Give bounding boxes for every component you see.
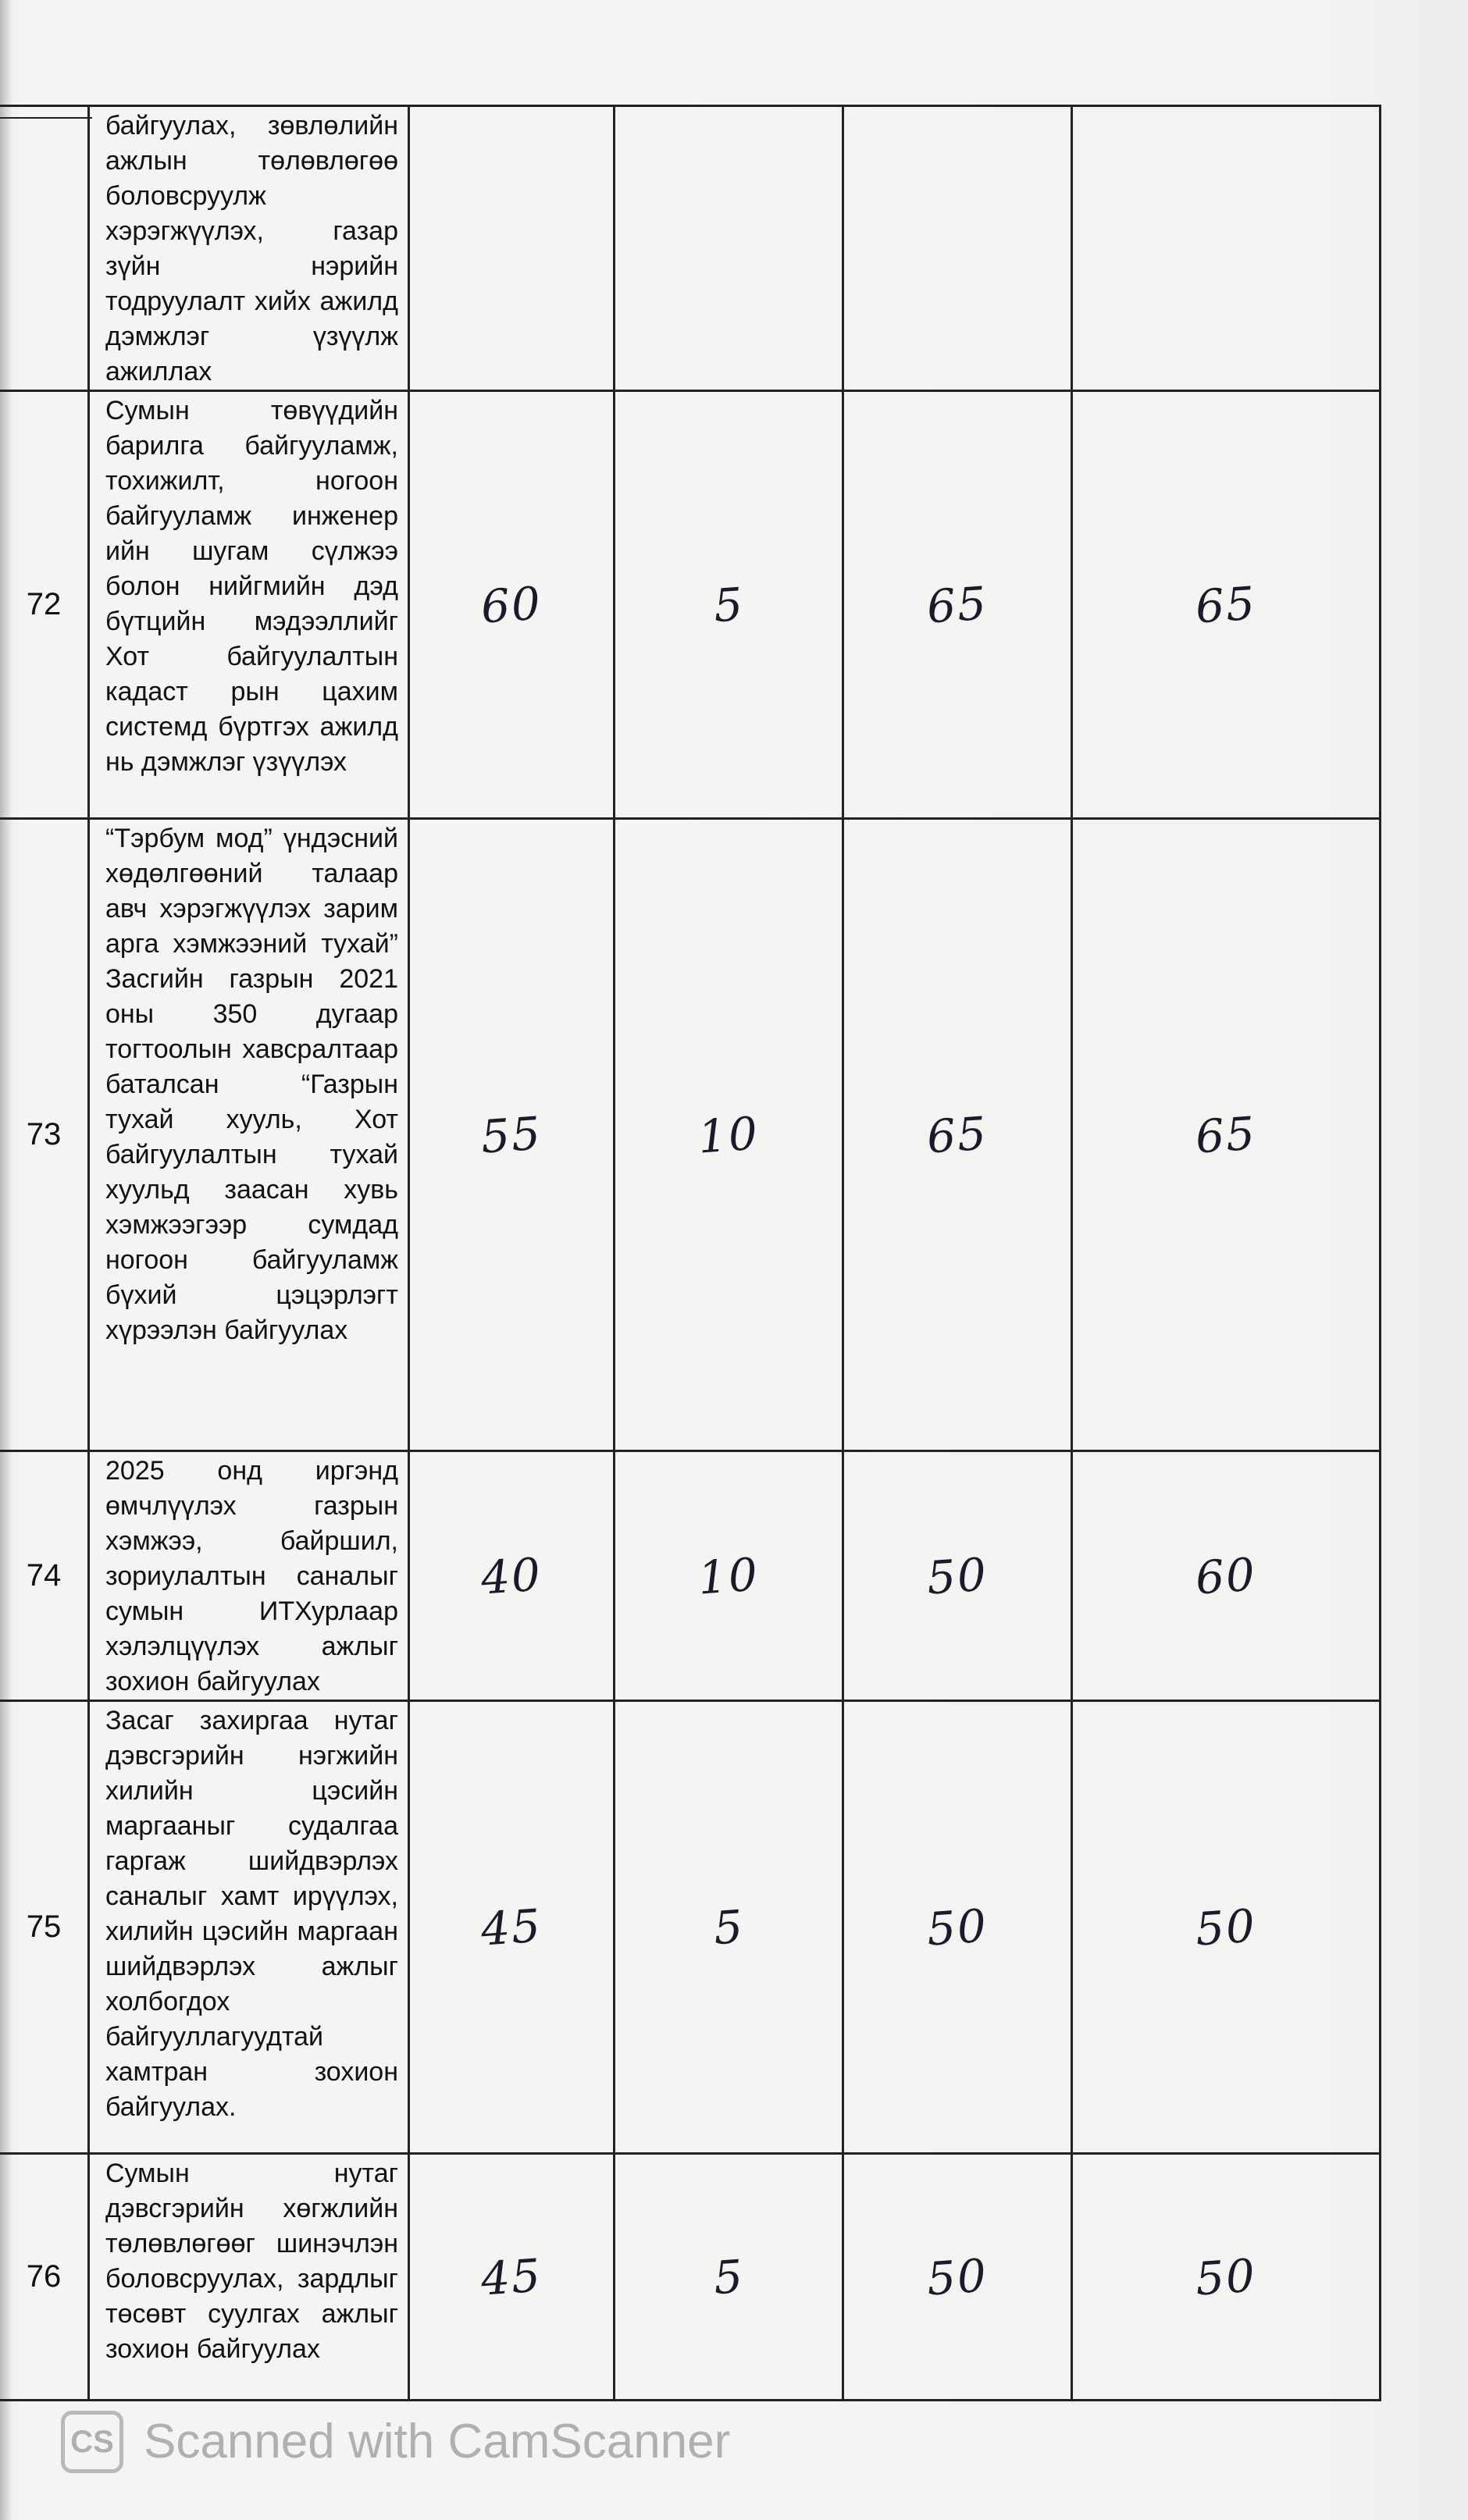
- value-cell-3: 50: [843, 1701, 1072, 2154]
- table-row: [0, 2154, 1381, 2401]
- value-cell-3: [843, 106, 1072, 391]
- row-number: 72: [0, 391, 89, 819]
- value-cell-2: [615, 106, 843, 391]
- row-description: “Тэрбум мод” үндэсний хөдөлгөөний талаар авч хэрэгжүүлэх зарим арга хэмжээний тухай” Засгийн газрын 2021 оны 350 дугаар тогтоолын хавсралтаар баталсан “Газрын тухай хууль, Хот байгуулалтын тухай хуульд заасан хувь хэмжээгээр сумдад ногоон байгууламж бүхий цэцэрлэгт хүрээлэн байгуулах: [89, 819, 409, 1451]
- value-cell-4: 50: [1072, 1701, 1381, 2154]
- value-cell-4: 65: [1072, 819, 1381, 1451]
- camscanner-logo-icon: CS: [61, 2411, 123, 2473]
- row-number: [0, 106, 89, 391]
- value-cell-2: 5: [615, 391, 843, 819]
- value-cell-2: 5: [615, 2154, 843, 2401]
- row-description: Сумын төвүүдийн барилга байгууламж, тохижилт, ногоон байгууламж инженер ийн шугам сүлжээ болон нийгмийн дэд бүтцийн мэдээллийг Хот байгуулалтын кадаст рын цахим системд бүртгэх ажилд нь дэмжлэг үзүүлэх: [89, 391, 409, 819]
- row-number: 76: [0, 2154, 89, 2401]
- value-cell-1: 40: [409, 1451, 615, 1701]
- table-row: [0, 819, 1381, 1451]
- row-description: Сумын нутаг дэвсгэрийн хөгжлийн төлөвлөгөөг шинэчлэн боловсруулах, зардлыг төсөвт суулгах ажлыг зохион байгуулах: [89, 2154, 409, 2401]
- row-description: байгуулах, зөвлөлийн ажлын төлөвлөгөө боловсруулж хэрэгжүүлэх, газар зүйн нэрийн тодруулалт хийх ажилд дэмжлэг үзүүлж ажиллах: [89, 106, 409, 391]
- row-number: 73: [0, 819, 89, 1451]
- table-row: [0, 106, 1381, 391]
- value-cell-3: 65: [843, 391, 1072, 819]
- row-description: Засаг захиргаа нутаг дэвсгэрийн нэгжийн хилийн цэсийн маргааныг судалгаа гаргаж шийдвэрлэх саналыг хамт ирүүлэх, хилийн цэсийн маргаан шийдвэрлэх ажлыг холбогдох байгууллагуудтай хамтран зохион байгуулах.: [89, 1701, 409, 2154]
- table-row: [0, 1701, 1381, 2154]
- value-cell-1: 45: [409, 1701, 615, 2154]
- value-cell-1: 60: [409, 391, 615, 819]
- value-cell-2: 5: [615, 1701, 843, 2154]
- value-cell-4: 60: [1072, 1451, 1381, 1701]
- value-cell-4: 50: [1072, 2154, 1381, 2401]
- table-row: [0, 391, 1381, 819]
- scanner-watermark-text: Scanned with CamScanner: [144, 2415, 731, 2468]
- value-cell-4: [1072, 106, 1381, 391]
- value-cell-1: [409, 106, 615, 391]
- plan-table: [0, 105, 1381, 2401]
- value-cell-3: 65: [843, 819, 1072, 1451]
- row-description: 2025 онд иргэнд өмчлүүлэх газрын хэмжээ, байршил, зориулалтын саналыг сумын ИТХурлаар хэлэлцүүлэх ажлыг зохион байгуулах: [89, 1451, 409, 1701]
- value-cell-4: 65: [1072, 391, 1381, 819]
- row-number: 74: [0, 1451, 89, 1701]
- table-row: [0, 1451, 1381, 1701]
- row-number: 75: [0, 1701, 89, 2154]
- value-cell-2: 10: [615, 1451, 843, 1701]
- value-cell-1: 55: [409, 819, 615, 1451]
- value-cell-3: 50: [843, 2154, 1072, 2401]
- value-cell-3: 50: [843, 1451, 1072, 1701]
- value-cell-2: 10: [615, 819, 843, 1451]
- value-cell-1: 45: [409, 2154, 615, 2401]
